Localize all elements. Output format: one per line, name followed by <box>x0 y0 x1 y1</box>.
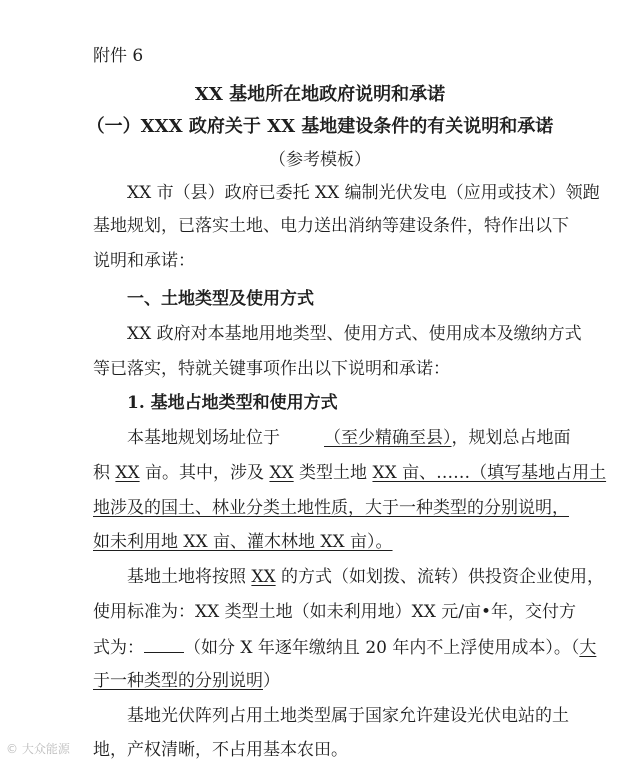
document-title: XX 基地所在地政府说明和承诺 <box>194 84 446 105</box>
section1-para-line-1: XX 政府对本基地用地类型、使用方式、使用成本及缴纳方式 <box>127 324 582 344</box>
sub1-line-d <box>93 530 563 554</box>
sub1-line-a <box>127 426 571 450</box>
text: 基地土地将按照 <box>127 567 252 587</box>
text: ） <box>263 671 280 691</box>
intro-line-1: XX 市（县）政府已委托 XX 编制光伏发电（应用或技术）领跑 <box>127 183 600 203</box>
section1-heading: 一、土地类型及使用方式 <box>127 289 314 309</box>
text: ，规划总占地面 <box>451 428 571 448</box>
sub1-line-b <box>93 461 607 485</box>
watermark-logo: © 大众能源 <box>6 742 70 756</box>
text: 积 <box>93 463 116 483</box>
land-detail-field: XX 亩、……（填写基地占用土 <box>372 463 607 483</box>
payment-blank <box>144 634 184 653</box>
sub1-line-i: 基地光伏阵列占用土地类型属于国家允许建设光伏电站的土 <box>127 706 569 726</box>
sub1-line-j: 地，产权清晰，不占用基本农田。 <box>93 740 348 760</box>
supply-method-field: XX <box>251 567 276 587</box>
land-detail-example: 如未利用地 XX 亩、灌木林地 XX 亩）。 <box>93 532 393 552</box>
land-detail-field-cont: 地涉及的国土、林业分类土地性质，大于一种类型的分别说明， <box>93 498 569 518</box>
text: 式为： <box>93 638 144 658</box>
sub1-line-h <box>93 669 563 693</box>
sub1-line-c <box>93 496 569 520</box>
note-field-cont: 于一种类型的分别说明 <box>93 671 263 691</box>
sub1-line-f: 使用标准为：XX 类型土地（如未利用地）XX 元/亩•年，交付方 <box>93 602 576 622</box>
land-type-field: XX <box>269 463 294 483</box>
note-field: 大 <box>579 638 597 658</box>
template-note: （参考模板） <box>269 150 371 170</box>
sub1-line-g <box>93 634 597 660</box>
document-subtitle: （一）XXX 政府关于 XX 基地建设条件的有关说明和承诺 <box>86 116 554 137</box>
area-field: XX <box>115 463 140 483</box>
annex-label: 附件 6 <box>93 46 144 66</box>
text: （如分 X 年逐年缴纳且 20 年内不上浮使用成本）。（ <box>184 638 580 658</box>
sub1-line-e <box>127 565 605 589</box>
text: 本基地规划场址位于 <box>127 428 280 448</box>
intro-line-3: 说明和承诺： <box>93 251 195 271</box>
intro-line-2: 基地规划，已落实土地、电力送出消纳等建设条件，特作出以下 <box>93 216 569 236</box>
section1-para-line-2: 等已落实，特就关键事项作出以下说明和承诺： <box>93 359 450 379</box>
sub1-heading: 1. 基地占地类型和使用方式 <box>127 393 338 413</box>
text: 的方式（如划拨、流转）供投资企业使用， <box>275 567 605 587</box>
text: 亩。其中，涉及 <box>139 463 270 483</box>
location-field: （至少精确至县） <box>324 428 452 448</box>
text: 类型土地 <box>293 463 373 483</box>
